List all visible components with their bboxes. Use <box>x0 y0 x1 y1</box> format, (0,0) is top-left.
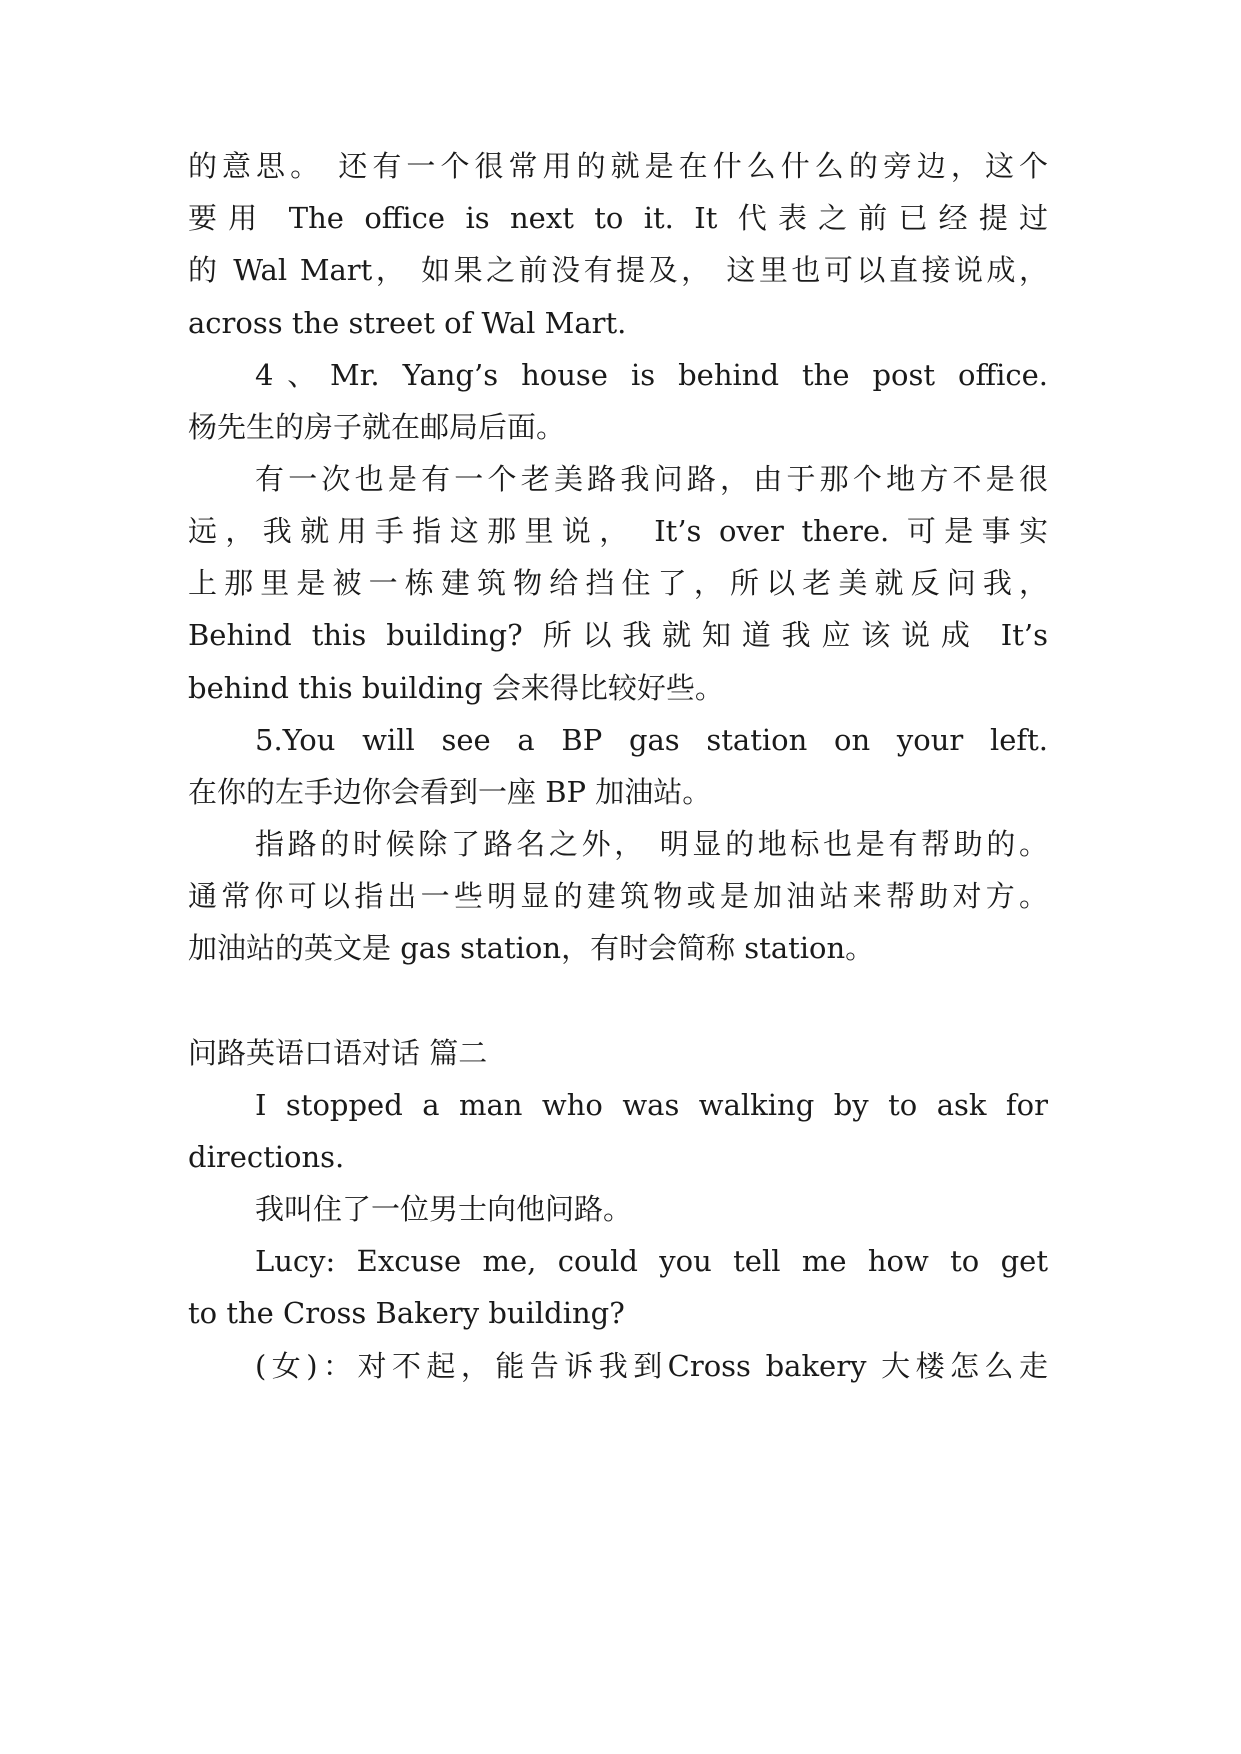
text-line: 上那里是被一栋建筑物给挡住了，所以老美就反问我， <box>188 566 1048 600</box>
text-line: Lucy: Excuse me, could you tell me how to get <box>255 1244 1048 1278</box>
text-line: 加油站的英文是 gas station，有时会简称 station。 <box>188 931 875 965</box>
text-line: 的意思。 还有一个很常用的就是在什么什么的旁边，这个 <box>188 149 1048 183</box>
text-line: 4、Mr. Yang’s house is behind the post office. <box>255 358 1048 392</box>
text-line: 通常你可以指出一些明显的建筑物或是加油站来帮助对方。 <box>188 879 1048 913</box>
text-line: (女)：对不起，能告诉我到Cross bakery 大楼怎么走 <box>255 1349 1048 1383</box>
text-line: 指路的时候除了路名之外， 明显的地标也是有帮助的。 <box>255 827 1048 861</box>
text-line: Behind this building? 所以我就知道我应该说成 It’s <box>188 618 1048 652</box>
text-line: 的 Wal Mart， 如果之前没有提及， 这里也可以直接说成， <box>188 253 1048 287</box>
section-heading: 问路英语口语对话 篇二 <box>188 1036 488 1070</box>
text-line: I stopped a man who was walking by to ask for <box>255 1088 1048 1122</box>
text-line: 5.You will see a BP gas station on your left. <box>255 723 1048 757</box>
text-line: 我叫住了一位男士向他问路。 <box>255 1192 633 1226</box>
text-line: 远，我就用手指这那里说， It’s over there. 可是事实 <box>188 514 1048 548</box>
text-line: 杨先生的房子就在邮局后面。 <box>188 410 566 444</box>
text-line: 在你的左手边你会看到一座 BP 加油站。 <box>188 775 712 809</box>
text-line: 要用 The office is next to it. It 代表之前已经提过 <box>188 201 1048 235</box>
text-line: behind this building 会来得比较好些。 <box>188 671 724 705</box>
text-line: across the street of Wal Mart. <box>188 306 627 340</box>
text-line: directions. <box>188 1140 345 1174</box>
text-line: to the Cross Bakery building? <box>188 1296 625 1330</box>
text-line: 有一次也是有一个老美路我问路，由于那个地方不是很 <box>255 462 1048 496</box>
